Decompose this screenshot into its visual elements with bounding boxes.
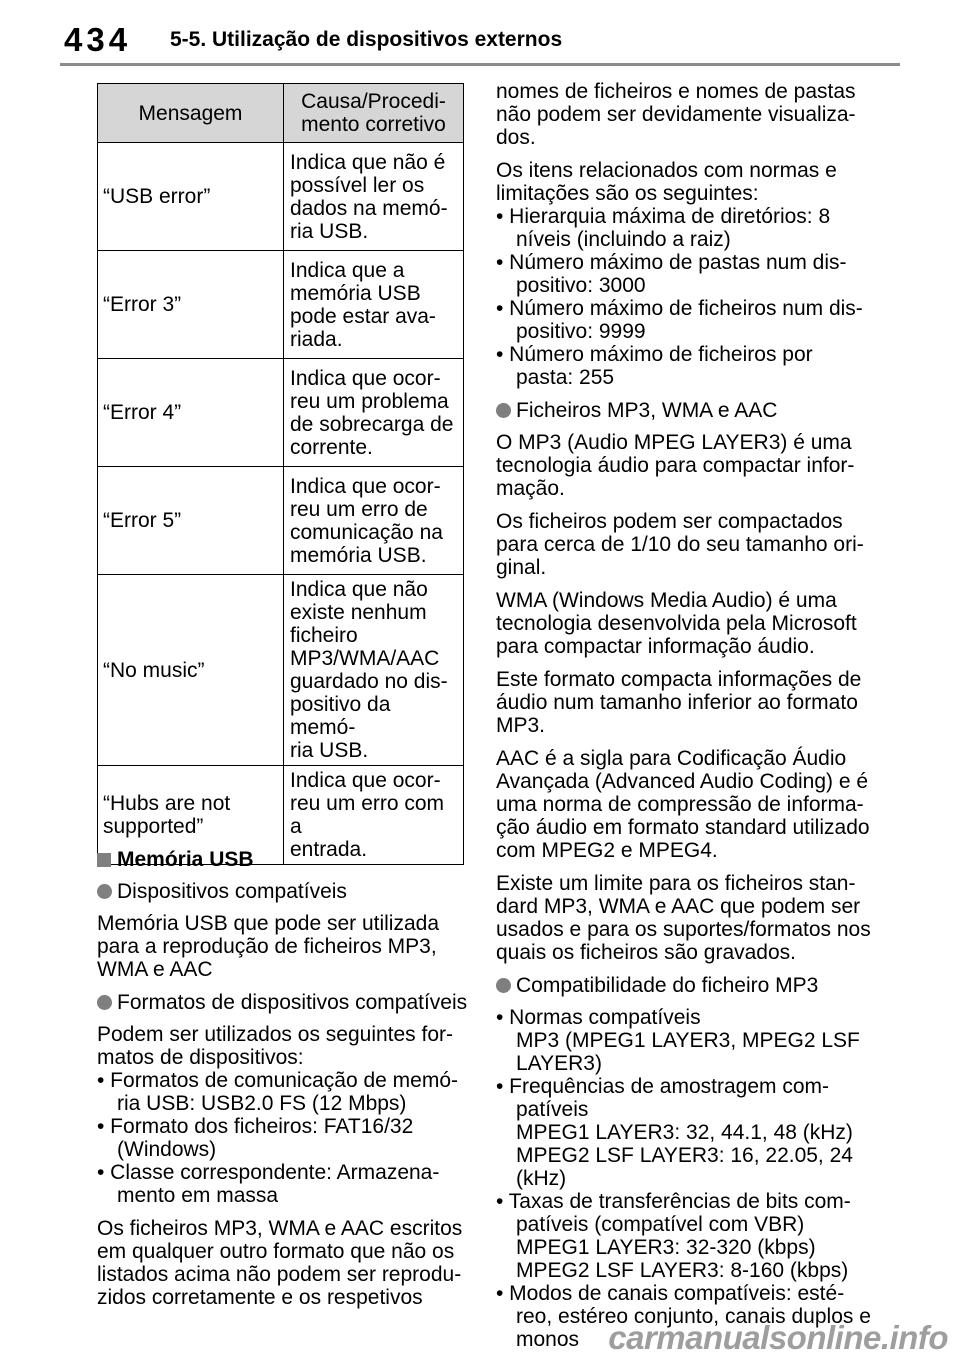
subheading-mp3-compatibility: Compatibilidade do ficheiro MP3 [496,974,876,997]
table-header-row [98,84,464,143]
paragraph: nomes de ficheiros e nomes de pastas não podem ser devidamente visualiza- dos. [496,80,856,149]
list-item: • Número máximo de ficheiros num dis- positivo: 9999 [496,297,863,343]
paragraph: Este formato compacta informações de áudio num tamanho inferior ao formato MP3. [496,668,862,737]
list-item: • Classe correspondente: Armazena- mento em massa [97,1161,440,1207]
paragraph: Memória USB que pode ser utilizada para a reprodução de ficheiros MP3, WMA e AAC [97,912,440,981]
cause-cell: Indica que ocor- reu um erro de comunicação na memória USB. [284,467,464,575]
column-header-cause: Causa/Procedi- mento corretivo [284,84,464,143]
cause-cell: Indica que não é possível ler os dados na memó- ria USB. [284,143,464,251]
table-row [98,467,464,575]
paragraph: Existe um limite para os ficheiros stan- dard MP3, WMA e AAC que podem ser usados e para os suportes/formatos nos quais os ficheiros são gravados. [496,872,871,964]
subheading-compatible-formats: Formatos de dispositivos compatíveis [97,991,477,1014]
subheading-compatible-devices: Dispositivos compatíveis [97,880,477,903]
paragraph: Os ficheiros podem ser compactados para cerca de 1/10 do seu tamanho ori- ginal. [496,510,864,579]
page-header [0,0,960,70]
paragraph-with-list: Podem ser utilizados os seguintes for- matos de dispositivos: • Formatos de comunicação de memó- ria USB: USB2.0 FS (12 Mbps) • Formato dos ficheiros: FAT16/32 (Windows) • Classe correspondente: Armazena- mento em massa [97,1023,477,1207]
message-cell: “No music” [98,575,284,766]
paragraph: WMA (Windows Media Audio) é uma tecnologia desenvolvida pela Microsoft para compactar informação áudio. [496,589,857,658]
message-cell: “USB error” [98,143,284,251]
list-item: • Número máximo de pastas num dis- positivo: 3000 [496,251,847,297]
message-cell: “Hubs are not supported” [98,766,284,865]
list-item: • Taxas de transferências de bits com- patíveis (compatível com VBR) MPEG1 LAYER3: 32-320 (kbps) MPEG2 LSF LAYER3: 8-160 (kbps) [496,1190,851,1282]
message-table [97,83,464,865]
table-row [98,143,464,251]
list-item: • Formatos de comunicação de memó- ria USB: USB2.0 FS (12 Mbps) [97,1069,458,1115]
list-item: • Frequências de amostragem com- patíveis MPEG1 LAYER3: 32, 44.1, 48 (kHz) MPEG2 LSF LAYER3: 16, 22.05, 24 (kHz) [496,1075,853,1190]
cause-cell: Indica que ocor- reu um problema de sobrecarga de corrente. [284,359,464,467]
message-cell: “Error 4” [98,359,284,467]
circle-bullet-icon [496,978,511,993]
circle-bullet-icon [97,884,112,899]
table-row [98,575,464,766]
list-item: • Normas compatíveis MP3 (MPEG1 LAYER3, MPEG2 LSF LAYER3) [496,1006,860,1075]
site-watermark: carmanualsonline.info [608,1319,948,1356]
paragraph-with-list: Os itens relacionados com normas e limitações são os seguintes: • Hierarquia máxima de diretórios: 8 níveis (incluindo a raiz) • Número máximo de pastas num dis- positivo: 3000 • Número máximo de ficheiros num dis- positivo: 9999 • Número máximo de ficheiros por pasta: 255 [496,159,876,389]
list-item: • Hierarquia máxima de diretórios: 8 níveis (incluindo a raiz) [496,205,831,251]
column-header-message: Mensagem [98,84,284,143]
list-item: • Número máximo de ficheiros por pasta: 255 [496,343,813,389]
paragraph: O MP3 (Audio MPEG LAYER3) é uma tecnologia áudio para compactar infor- mação. [496,431,855,500]
circle-bullet-icon [97,995,112,1010]
page-number: 434 [64,21,132,58]
list-item: • Formato dos ficheiros: FAT16/32 (Windows) [97,1115,414,1161]
cause-cell: Indica que não existe nenhum ficheiro MP3/WMA/AAC guardado no dis- positivo da memó- ria USB. [284,575,464,766]
paragraph: AAC é a sigla para Codificação Áudio Avançada (Advanced Audio Coding) e é uma norma de compressão de informa- ção áudio em formato standard utilizado com MPEG2 e MPEG4. [496,747,870,862]
cause-cell: Indica que ocor- reu um erro com a entrada. [284,766,464,865]
square-bullet-icon [97,853,111,867]
mp3-compatibility-list [496,1006,876,1351]
cause-cell: Indica que a memória USB pode estar ava- riada. [284,251,464,359]
circle-bullet-icon [496,403,511,418]
right-column-text [496,80,876,1351]
paragraph: Os ficheiros MP3, WMA e AAC escritos em qualquer outro formato que não os listados acima não podem ser reprodu- zidos corretamente e os respetivos [97,1217,463,1309]
table-row [98,251,464,359]
left-column-text [97,848,477,1319]
message-cell: “Error 3” [98,251,284,359]
header-divider [60,63,900,66]
subheading-mp3-wma-aac: Ficheiros MP3, WMA e AAC [496,399,876,422]
section-title: 5-5. Utilização de dispositivos externos [170,28,563,51]
list-item: • Modos de canais compatíveis: esté- reo, estéreo conjunto, canais duplos e monos [496,1282,871,1351]
table-row [98,359,464,467]
section-heading-usb-memory: Memória USB [97,848,477,871]
message-cell: “Error 5” [98,467,284,575]
